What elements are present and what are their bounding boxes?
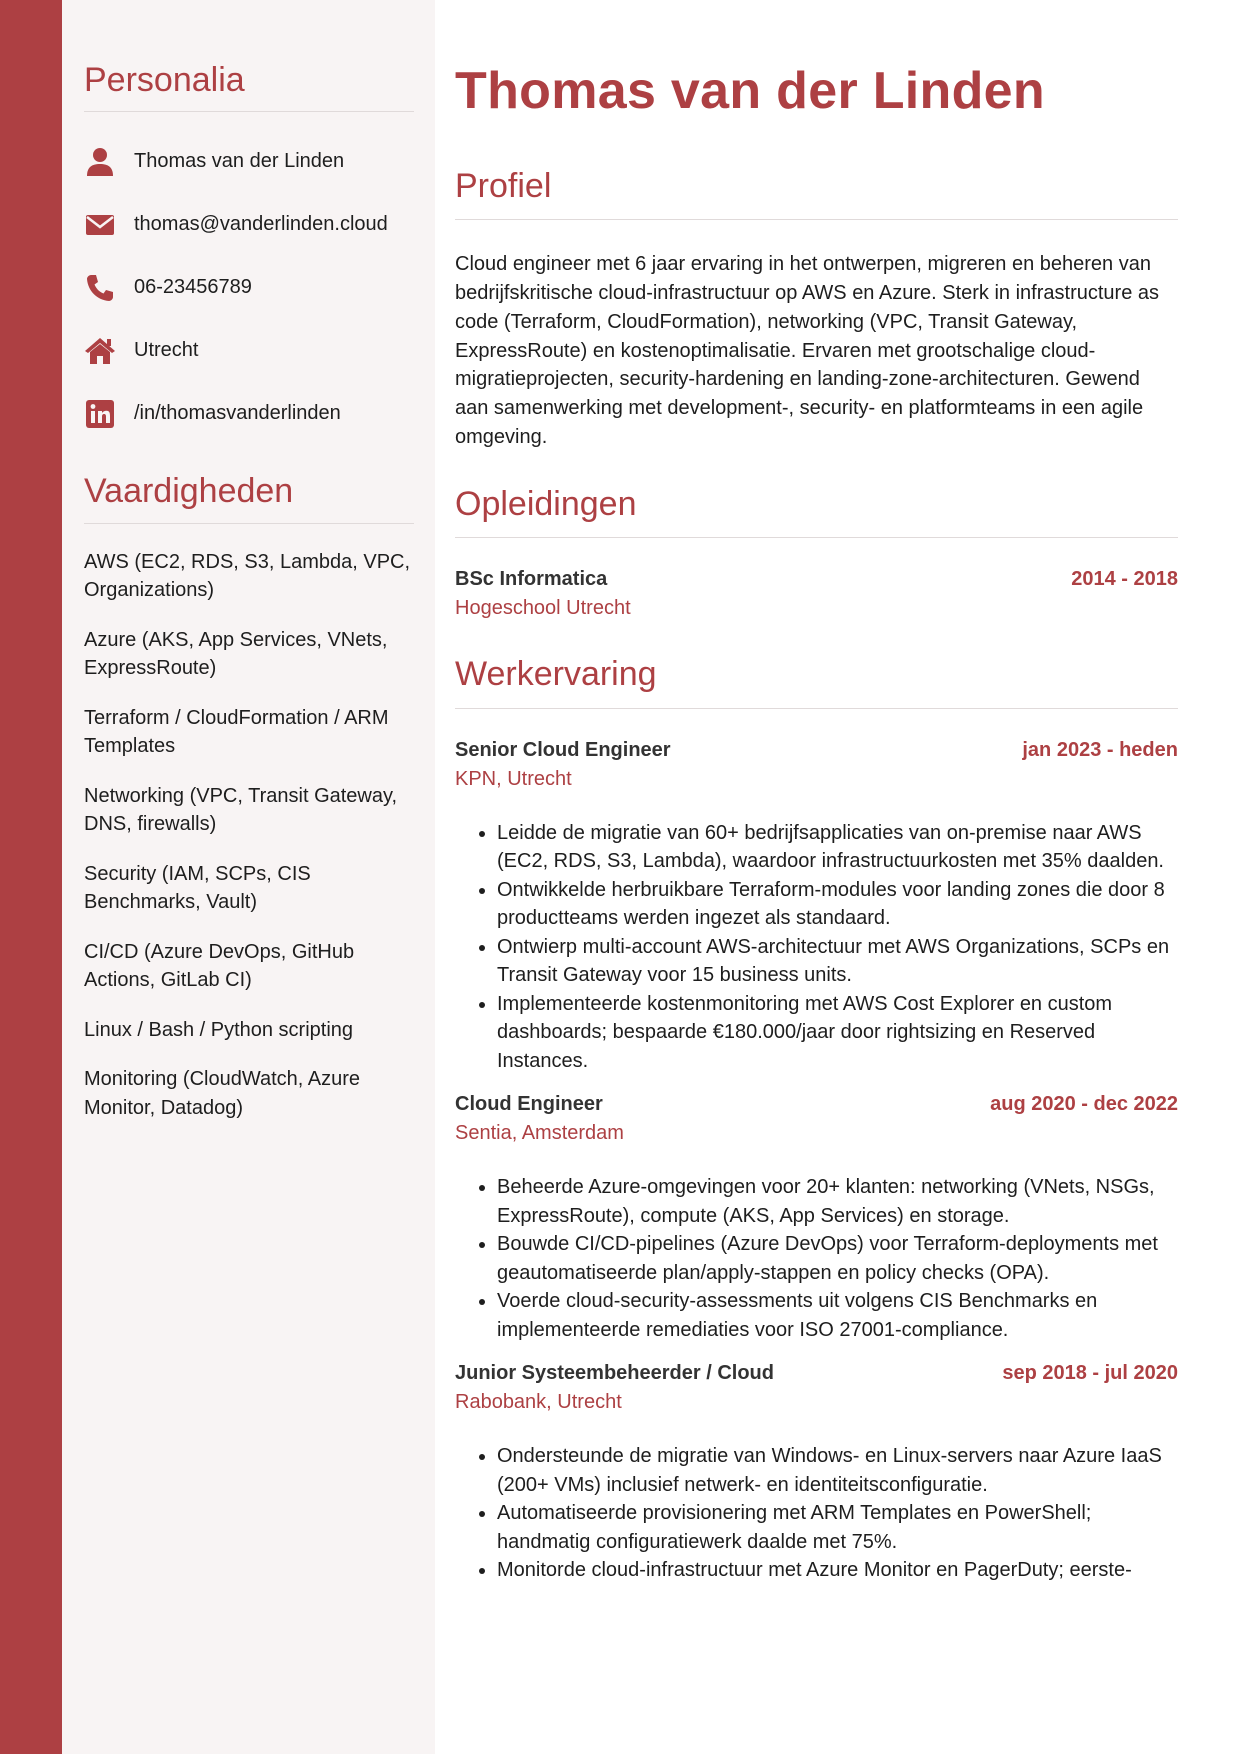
job-employer: Sentia, Amsterdam: [455, 1122, 624, 1145]
job-employer: KPN, Utrecht: [455, 767, 572, 790]
education-institution: Hogeschool Utrecht: [455, 597, 631, 620]
skill-item: Linux / Bash / Python scripting: [84, 1018, 354, 1041]
skills-list: [84, 548, 414, 1123]
skill-item: Terraform / CloudFormation / ARM Templates: [84, 706, 389, 758]
job-bullet: • Ontwierp multi-account AWS-architectuur met AWS Organizations, SCPs en Transit Gateway voor 15 business units.: [497, 933, 1178, 990]
work-entry: [455, 739, 1178, 1076]
job-bullet: • Bouwde CI/CD-pipelines (Azure DevOps) voor Terraform-deployments met geautomatiseerde plan/apply-stappen en policy checks (OPA).: [497, 1230, 1178, 1287]
work-entry: [455, 1093, 1178, 1344]
education-title: BSc Informatica: [455, 568, 608, 591]
job-title: Junior Systeembeheerder / Cloud: [455, 1362, 774, 1385]
phone-icon: [84, 272, 116, 304]
job-employer: Rabobank, Utrecht: [455, 1391, 622, 1414]
skill-item: Security (IAM, SCPs, CIS Benchmarks, Vault): [84, 862, 311, 914]
personalia-heading: Personalia: [84, 62, 414, 112]
skill-item: Networking (VPC, Transit Gateway, DNS, firewalls): [84, 784, 398, 836]
job-date: sep 2018 - jul 2020: [1002, 1362, 1178, 1385]
work-entry: [455, 1362, 1178, 1585]
contact-linkedin-text[interactable]: /in/thomasvanderlinden: [134, 402, 341, 425]
contact-location-text: Utrecht: [134, 339, 199, 362]
job-bullet: • Automatiseerde provisionering met ARM Templates en PowerShell; handmatig configuratiewerk daalde met 75%.: [497, 1499, 1178, 1556]
sidebar: [62, 0, 435, 1754]
job-bullet: • Monitorde cloud-infrastructuur met Azure Monitor en PagerDuty; eerste-: [497, 1556, 1178, 1585]
job-bullet: • Leidde de migratie van 60+ bedrijfsapplicaties van on-premise naar AWS (EC2, RDS, S3, Lambda), waardoor infrastructuurkosten met 35% daalden.: [497, 819, 1178, 876]
candidate-name: Thomas van der Linden: [455, 62, 1045, 120]
job-date: jan 2023 - heden: [1022, 738, 1178, 761]
contact-list: [84, 130, 414, 445]
education-date: 2014 - 2018: [1071, 568, 1178, 591]
skills-heading: Vaardigheden: [84, 473, 414, 523]
contact-name: [84, 130, 414, 193]
job-bullet: • Ondersteunde de migratie van Windows- en Linux-servers naar Azure IaaS (200+ VMs) inclusief netwerk- en identiteitsconfiguratie.: [497, 1442, 1178, 1499]
job-bullet: • Beheerde Azure-omgevingen voor 20+ klanten: networking (VNets, NSGs, ExpressRoute), compute (AKS, App Services) en storage.: [497, 1173, 1178, 1230]
contact-email-text[interactable]: thomas@vanderlinden.cloud: [134, 213, 388, 236]
job-bullet: • Voerde cloud-security-assessments uit volgens CIS Benchmarks en implementeerde remediaties voor ISO 27001-compliance.: [497, 1287, 1178, 1344]
main-content: [435, 0, 1241, 1754]
job-bullet: • Implementeerde kostenmonitoring met AWS Cost Explorer en custom dashboards; bespaarde €180.000/jaar door rightsizing en Reserved Instances.: [497, 990, 1178, 1076]
skill-item: Monitoring (CloudWatch, Azure Monitor, Datadog): [84, 1068, 361, 1119]
job-title: Senior Cloud Engineer: [455, 738, 671, 761]
profile-heading: Profiel: [455, 168, 1178, 220]
job-title: Cloud Engineer: [455, 1093, 603, 1116]
accent-stripe: [0, 0, 62, 1754]
skill-item: AWS (EC2, RDS, S3, Lambda, VPC, Organizations): [84, 550, 411, 602]
education-heading: Opleidingen: [455, 486, 1178, 538]
profile-text: Cloud engineer met 6 jaar ervaring in het ontwerpen, migreren en beheren van bedrijfskritische cloud-infrastructuur op AWS en Azure. Sterk in infrastructure as code (Terraform, CloudFormation), networking (VPC, Transit Gateway, ExpressRoute) en kostenoptimalisatie. Ervaren met grootschalige cloud-migratieprojecten, security-hardening en landing-zone-architecturen. Gewend aan samenwerking met development-, security- en platformteams in een agile omgeving.: [455, 253, 1159, 448]
education-entry: [455, 568, 1178, 620]
contact-linkedin[interactable]: [84, 382, 414, 445]
envelope-icon: [84, 209, 116, 241]
skill-item: Azure (AKS, App Services, VNets, ExpressRoute): [84, 628, 388, 680]
work-heading: Werkervaring: [455, 656, 1178, 708]
job-date: aug 2020 - dec 2022: [990, 1093, 1178, 1116]
contact-phone-text[interactable]: 06-23456789: [134, 276, 252, 299]
job-bullets: [455, 819, 1178, 1076]
job-bullets: [455, 1173, 1178, 1344]
job-bullets: [455, 1442, 1178, 1585]
linkedin-icon: [84, 398, 116, 430]
home-icon: [84, 335, 116, 367]
skill-item: CI/CD (Azure DevOps, GitHub Actions, GitLab CI): [84, 940, 355, 992]
person-icon: [84, 146, 116, 178]
contact-phone[interactable]: [84, 256, 414, 319]
contact-name-text: Thomas van der Linden: [134, 150, 345, 173]
contact-email[interactable]: [84, 193, 414, 256]
job-bullet: • Ontwikkelde herbruikbare Terraform-modules voor landing zones die door 8 productteams werden ingezet als standaard.: [497, 876, 1178, 933]
contact-location: [84, 319, 414, 382]
